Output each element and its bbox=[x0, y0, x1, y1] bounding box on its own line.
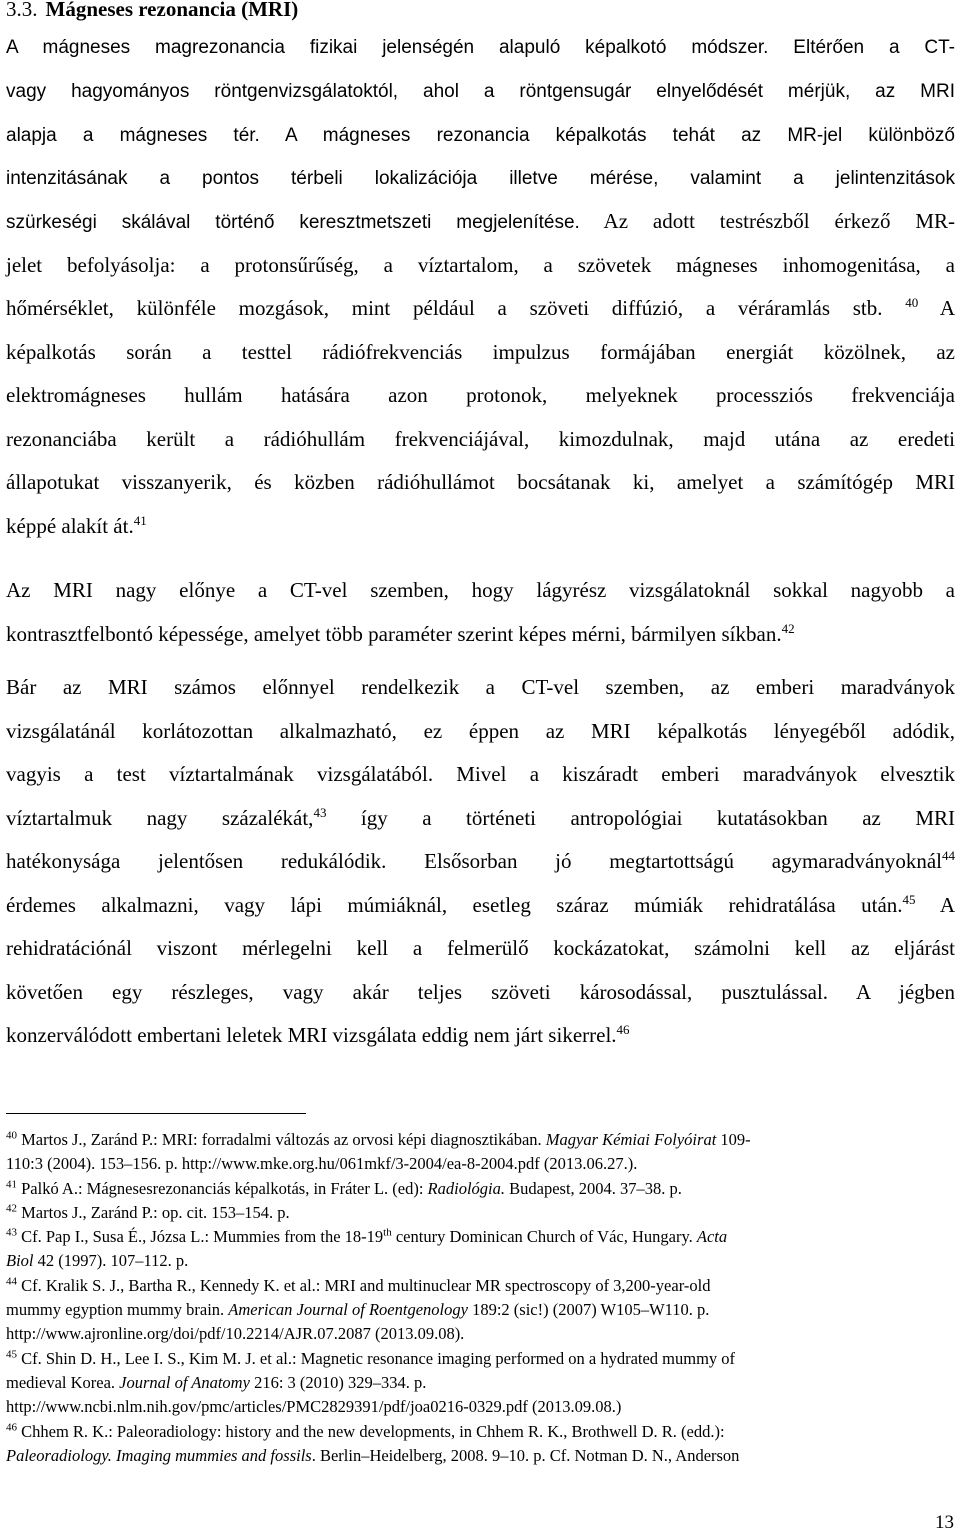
footnote-46-cont bbox=[6, 1444, 955, 1468]
journal-title: Journal of Anatomy bbox=[119, 1372, 250, 1392]
text-line bbox=[6, 505, 955, 549]
text-line: vagy hagyományos röntgenvizsgálatoktól, ahol a röntgensugár elnyelődését mérjük, az MRI bbox=[6, 80, 955, 102]
footnote-mark: 46 bbox=[6, 1421, 17, 1434]
text-line bbox=[6, 1014, 955, 1058]
footnote-45-cont bbox=[6, 1371, 955, 1395]
text-line: rehidratációnál viszont mérlegelni kell a felmerülő kockázatokat, számolni kell az eljárást bbox=[6, 936, 955, 960]
footnote-mark: 44 bbox=[6, 1275, 17, 1288]
footnote-text: 110:3 (2004). 153–156. p. http://www.mke.org.hu/061mkf/3-2004/ea-8-2004.pdf (2013.06.27.). bbox=[6, 1154, 638, 1174]
footnote-text: 189:2 (sic!) (2007) W105–W110. p. bbox=[467, 1300, 710, 1320]
footnote-ref: 42 bbox=[781, 620, 795, 636]
footnote-text: Cf. Kralik S. J., Bartha R., Kennedy K. et al.: MRI and multinuclear MR spectroscopy of 3,200-year-old bbox=[17, 1275, 711, 1295]
text-run: hőmérséklet, különféle mozgások, mint például a szöveti diffúzió, a véráramlás stb. bbox=[6, 296, 883, 320]
footnote-42 bbox=[6, 1201, 955, 1225]
text-line: vagyis a test víztartalmának vizsgálatából. Mivel a kiszáradt emberi maradványok elvesztik bbox=[6, 762, 955, 786]
footnote-46 bbox=[6, 1420, 955, 1444]
footnote-ref: 46 bbox=[616, 1022, 630, 1037]
text-run: kontrasztfelbontó képessége, amelyet több paraméter szerint képes mérni, bármilyen síkban. bbox=[6, 621, 782, 646]
footnote-40-cont bbox=[6, 1152, 955, 1176]
footnote-text: 42 (1997). 107–112. p. bbox=[33, 1251, 189, 1271]
text-run: érdemes alkalmazni, vagy lápi múmiáknál, esetleg száraz múmiák rehidratálása után. bbox=[6, 892, 903, 917]
text-run: A bbox=[918, 296, 955, 320]
footnote-44-cont bbox=[6, 1298, 955, 1322]
ordinal-suffix: th bbox=[383, 1226, 392, 1239]
journal-title: Acta bbox=[696, 1227, 728, 1247]
book-title: Radiológia. bbox=[427, 1178, 506, 1198]
journal-title: Magyar Kémiai Folyóirat bbox=[545, 1130, 717, 1149]
footnote-mark: 45 bbox=[6, 1348, 17, 1361]
section-title: Mágneses rezonancia (MRI) bbox=[45, 0, 299, 21]
text-line: Az MRI nagy előnye a CT-vel szemben, hogy lágyrész vizsgálatoknál sokkal nagyobb a bbox=[6, 578, 955, 602]
text-line bbox=[6, 840, 955, 884]
footnote-40 bbox=[6, 1128, 955, 1152]
footnote-44-url bbox=[6, 1322, 955, 1346]
text-line bbox=[6, 613, 955, 657]
footnote-text: 216: 3 (2010) 329–334. p. bbox=[249, 1372, 427, 1392]
paragraph-advantage bbox=[6, 569, 955, 656]
footnote-43 bbox=[6, 1225, 955, 1249]
footnote-44 bbox=[6, 1274, 955, 1298]
text-line: követően egy részleges, vagy akár teljes szöveti károsodással, pusztulással. A jégben bbox=[6, 979, 955, 1004]
text-run: A mágneses rezonancia képalkotás tehát az MR-jel különböző bbox=[259, 125, 955, 146]
text-line bbox=[6, 287, 955, 331]
footnote-text: Cf. Shin D. H., Lee I. S., Kim M. J. et al.: Magnetic resonance imaging performed on a hydrated mummy of bbox=[17, 1348, 736, 1368]
journal-title: Biol bbox=[6, 1251, 34, 1271]
section-number: 3.3. bbox=[6, 0, 38, 21]
text-line: állapotukat visszanyerik, és közben rádióhullámot bocsátanak ki, amelyet a számítógép MRI bbox=[6, 470, 955, 494]
text-line bbox=[6, 797, 955, 841]
text-line: intenzitásának a pontos térbeli lokalizációja illetve mérése, valamint a jelintenzitások bbox=[6, 167, 955, 189]
footnote-43-cont bbox=[6, 1249, 955, 1273]
text-line: rezonanciába került a rádióhullám frekvenciájával, kimozdulnak, majd utána az eredeti bbox=[6, 426, 955, 451]
text-line: vizsgálatánál korlátozottan alkalmazható, ez éppen az MRI képalkotás lényegéből adódik, bbox=[6, 718, 955, 743]
text-run: alapja a mágneses tér. bbox=[6, 125, 260, 146]
text-run: hatékonysága jelentősen redukálódik. Elsősorban jó megtartottságú agymaradványoknál bbox=[6, 849, 942, 873]
text-run: így a történeti antropológiai kutatásokban az MRI bbox=[326, 805, 956, 830]
footnote-ref: 43 bbox=[313, 804, 327, 820]
paragraph-limitations bbox=[6, 666, 955, 1058]
text-run: képpé alakít át. bbox=[6, 513, 134, 538]
text-run: konzerválódott embertani leletek MRI vizsgálata eddig nem járt sikerrel. bbox=[6, 1023, 617, 1047]
text-line: jelet befolyásolja: a protonsűrűség, a víztartalom, a szövetek mágneses inhomogenitása, a bbox=[6, 252, 955, 277]
footnote-mark: 41 bbox=[6, 1178, 17, 1191]
text-line bbox=[6, 884, 955, 928]
footnote-text: 109- bbox=[716, 1130, 751, 1149]
paragraph-intro bbox=[6, 26, 955, 548]
footnote-ref: 41 bbox=[133, 512, 147, 528]
text-run: Az adott testrészből érkező MR- bbox=[579, 209, 956, 233]
footnote-text: Martos J., Zaránd P.: op. cit. 153–154. p. bbox=[17, 1202, 290, 1222]
text-line: képalkotás során a testtel rádiófrekvenciás impulzus formájában energiát közölnek, az bbox=[6, 339, 955, 364]
footnote-45 bbox=[6, 1347, 955, 1371]
footnote-mark: 40 bbox=[6, 1129, 17, 1142]
footnote-separator bbox=[6, 1113, 306, 1114]
footnote-ref: 44 bbox=[942, 848, 955, 863]
footnote-text: century Dominican Church of Vác, Hungary. bbox=[391, 1227, 697, 1247]
text-line bbox=[6, 113, 955, 157]
footnote-text: Cf. Pap I., Susa É., Józsa L.: Mummies from the 18-19 bbox=[17, 1227, 384, 1247]
footnote-text: Chhem R. K.: Paleoradiology: history and the new developments, in Chhem R. K., Brothwell D. R. (edd.): bbox=[17, 1421, 725, 1441]
footnote-41 bbox=[6, 1177, 955, 1201]
page-number: 13 bbox=[935, 1512, 954, 1533]
footnote-ref: 40 bbox=[905, 295, 919, 310]
footnote-text: medieval Korea. bbox=[6, 1372, 120, 1392]
footnote-mark: 42 bbox=[6, 1202, 17, 1215]
text-line: Bár az MRI számos előnnyel rendelkezik a CT-vel szemben, az emberi maradványok bbox=[6, 675, 955, 699]
footnote-url: http://www.ajronline.org/doi/pdf/10.2214/AJR.07.2087 (2013.09.08). bbox=[6, 1324, 465, 1344]
footnote-text: Budapest, 2004. 37–38. p. bbox=[505, 1178, 682, 1198]
footnote-mark: 43 bbox=[6, 1226, 17, 1239]
text-line: elektromágneses hullám hatására azon protonok, melyeknek processziós frekvenciája bbox=[6, 383, 955, 407]
text-run: szürkeségi skálával történő keresztmetszeti megjelenítése. bbox=[6, 212, 580, 233]
footnote-ref: 45 bbox=[902, 891, 916, 907]
footnote-text: Palkó A.: Mágnesesrezonanciás képalkotás, in Fráter L. (ed): bbox=[17, 1178, 428, 1198]
text-line bbox=[6, 200, 955, 244]
section-heading bbox=[6, 0, 298, 24]
text-run: víztartalmuk nagy százalékát, bbox=[6, 805, 314, 830]
footnotes bbox=[6, 1128, 955, 1468]
text-line: A mágneses magrezonancia fizikai jelenségén alapuló képalkotó módszer. Eltérően a CT- bbox=[6, 37, 955, 58]
footnote-45-url bbox=[6, 1395, 955, 1419]
text-run: A bbox=[915, 892, 955, 917]
footnote-url: http://www.ncbi.nlm.nih.gov/pmc/articles/PMC2829391/pdf/joa0216-0329.pdf (2013.09.08.) bbox=[6, 1397, 622, 1417]
footnote-text: Martos J., Zaránd P.: MRI: forradalmi változás az orvosi képi diagnosztikában. bbox=[17, 1130, 546, 1149]
journal-title: American Journal of Roentgenology bbox=[228, 1300, 468, 1320]
footnote-text: . Berlin–Heidelberg, 2008. 9–10. p. Cf. Notman D. N., Anderson bbox=[311, 1445, 740, 1465]
footnote-text: mummy egyption mummy brain. bbox=[6, 1300, 229, 1320]
book-title: Paleoradiology. Imaging mummies and fossils bbox=[6, 1445, 312, 1465]
